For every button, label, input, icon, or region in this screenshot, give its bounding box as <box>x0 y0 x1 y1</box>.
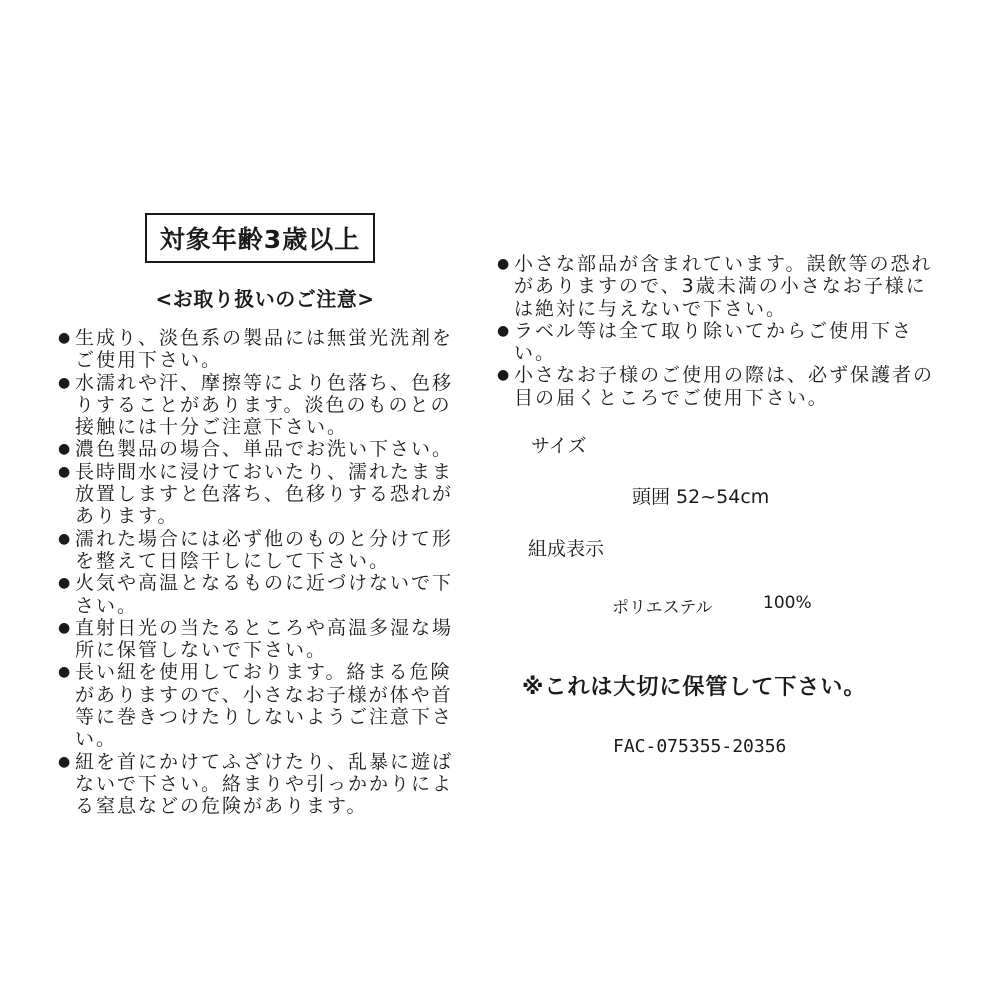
caution-item: ● 水濡れや汗、摩擦等により色落ち、色移りすることがあります。淡色のものとの接触には十分ご注意下さい。 <box>58 372 458 439</box>
caution-item: ● 紐を首にかけてふざけたり、乱暴に遊ばないで下さい。絡まりや引っかかりによる窒息などの危険があります。 <box>58 751 458 818</box>
caution-item: ● 長い紐を使用しております。絡まる危険がありますので、小さなお子様が体や首等に巻きつけたりしないようご注意下さい。 <box>58 661 458 750</box>
right-caution-list <box>497 253 937 409</box>
size-label: サイズ <box>531 435 587 457</box>
age-label-box: 対象年齢3歳以上 <box>145 213 375 263</box>
caution-item: ● 長時間水に浸けておいたり、濡れたまま放置しますと色落ち、色移りする恐れがあります。 <box>58 461 458 528</box>
caution-item: ● 直射日光の当たるところや高温多湿な場所に保管しないで下さい。 <box>58 617 458 662</box>
caution-item: ● 小さな部品が含まれています。誤飲等の恐れがありますので、3歳未満の小さなお子様には絶対に与えないで下さい。 <box>497 253 937 320</box>
caution-item: ● ラベル等は全て取り除いてからご使用下さい。 <box>497 320 937 365</box>
caution-item: ● 濃色製品の場合、単品でお洗い下さい。 <box>58 438 458 460</box>
product-code: FAC-075355-20356 <box>613 736 787 757</box>
composition-percent: 100% <box>763 593 812 613</box>
caution-item: ● 火気や高温となるものに近づけないで下さい。 <box>58 572 458 617</box>
keep-notice: ※これは大切に保管して下さい。 <box>522 675 867 700</box>
caution-heading: <お取り扱いのご注意> <box>155 287 375 311</box>
left-caution-list <box>58 327 458 818</box>
composition-label: 組成表示 <box>528 538 605 560</box>
size-value: 頭囲 52~54cm <box>632 486 770 508</box>
composition-material: ポリエステル <box>612 598 713 618</box>
caution-item: ● 小さなお子様のご使用の際は、必ず保護者の目の届くところでご使用下さい。 <box>497 364 937 409</box>
caution-item: ● 生成り、淡色系の製品には無蛍光洗剤をご使用下さい。 <box>58 327 458 372</box>
caution-item: ● 濡れた場合には必ず他のものと分けて形を整えて日陰干しにして下さい。 <box>58 528 458 573</box>
